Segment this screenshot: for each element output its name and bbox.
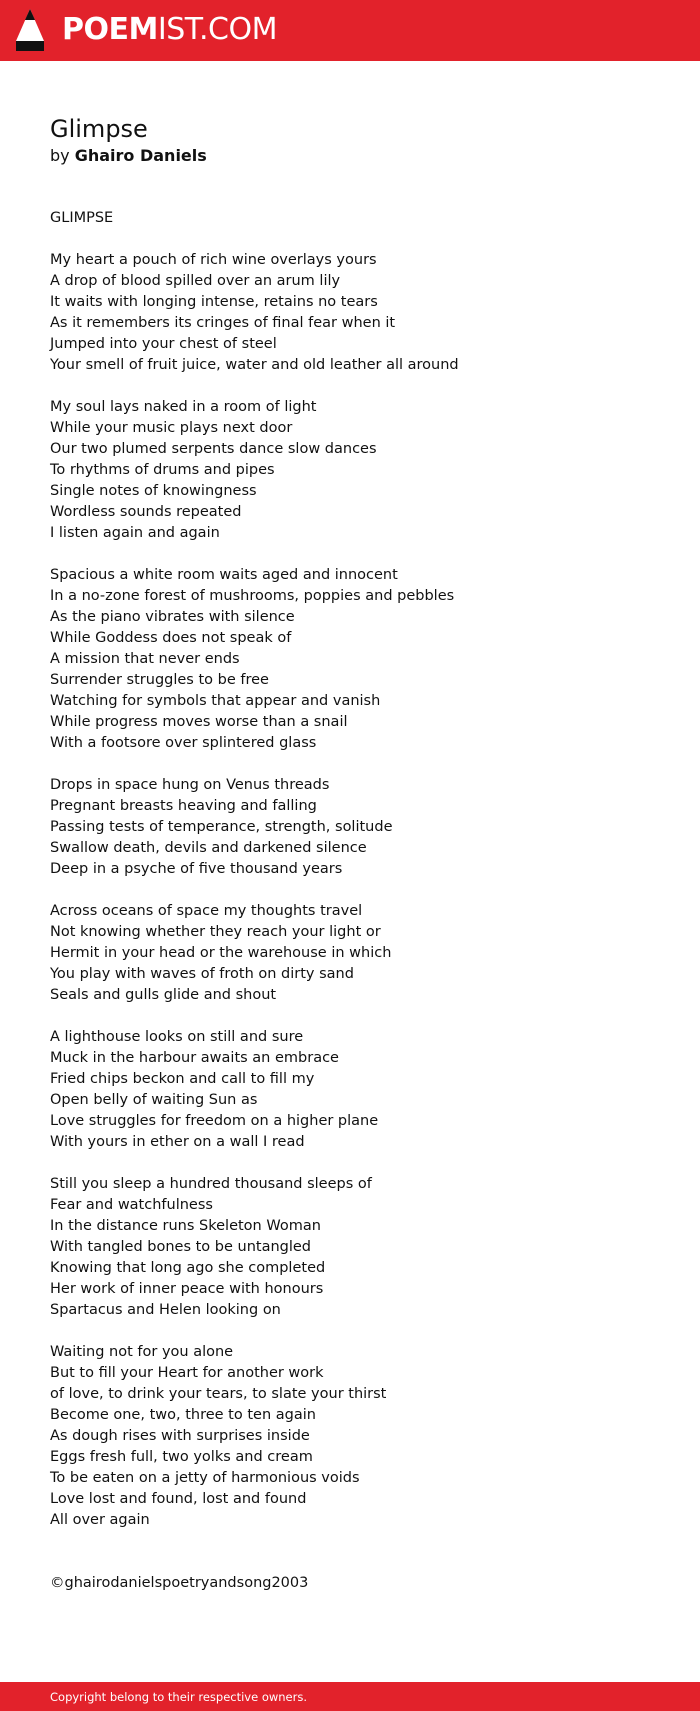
poem-line: Open belly of waiting Sun as [50, 1092, 258, 1108]
poem-line: Swallow death, devils and darkened silence [50, 840, 367, 856]
poem-line: While Goddess does not speak of [50, 630, 292, 646]
poem-line: Her work of inner peace with honours [50, 1281, 324, 1297]
poem-stanza [50, 565, 670, 754]
poem-line: As dough rises with surprises inside [50, 1428, 310, 1444]
poem-line: To be eaten on a jetty of harmonious voids [50, 1470, 360, 1486]
poem-line: Spacious a white room waits aged and innocent [50, 567, 398, 583]
poem-line: A mission that never ends [50, 651, 240, 667]
poem-line: of love, to drink your tears, to slate your thirst [50, 1386, 387, 1402]
poem-line: Not knowing whether they reach your light or [50, 924, 381, 940]
poem-line: A lighthouse looks on still and sure [50, 1029, 304, 1045]
poem-line: Watching for symbols that appear and vanish [50, 693, 381, 709]
poem-line: With yours in ether on a wall I read [50, 1134, 305, 1150]
poem-line: As the piano vibrates with silence [50, 609, 295, 625]
logo-brand-bold: POEM [62, 12, 158, 47]
poem-line: Love struggles for freedom on a higher plane [50, 1113, 379, 1129]
poem-line: Pregnant breasts heaving and falling [50, 798, 317, 814]
site-header [0, 0, 700, 61]
poem-content [50, 113, 670, 1594]
poem-line: Knowing that long ago she completed [50, 1260, 326, 1276]
poem-stanza [50, 208, 670, 229]
poem-line: Muck in the harbour awaits an embrace [50, 1050, 339, 1066]
poem-stanza [50, 901, 670, 1006]
poem-line: While progress moves worse than a snail [50, 714, 348, 730]
poem-line: Passing tests of temperance, strength, solitude [50, 819, 393, 835]
poem-line: A drop of blood spilled over an arum lily [50, 273, 341, 289]
poem-title: Glimpse [50, 115, 148, 143]
poem-stanza [50, 1027, 670, 1153]
logo-brand-thin: IST.COM [157, 12, 277, 47]
poem-line: Our two plumed serpents dance slow dances [50, 441, 377, 457]
poem-line: To rhythms of drums and pipes [50, 462, 275, 478]
poem-line: All over again [50, 1512, 150, 1528]
site-logo[interactable] [62, 12, 277, 48]
poem-line: Become one, two, three to ten again [50, 1407, 316, 1423]
poem-line: With a footsore over splintered glass [50, 735, 317, 751]
poem-line: With tangled bones to be untangled [50, 1239, 312, 1255]
footer-copyright: Copyright belong to their respective owners. [50, 1690, 308, 1704]
poem-line: Seals and gulls glide and shout [50, 987, 277, 1003]
poem-line: In the distance runs Skeleton Woman [50, 1218, 321, 1234]
author-name[interactable]: Ghairo Daniels [74, 146, 207, 165]
poem-line: Fear and watchfulness [50, 1197, 213, 1213]
poem-line: Across oceans of space my thoughts travel [50, 903, 363, 919]
poem-line: You play with waves of froth on dirty sand [50, 966, 354, 982]
poem-line: Jumped into your chest of steel [50, 336, 277, 352]
poem-stanza [50, 1342, 670, 1531]
poem-stanza [50, 397, 670, 544]
poem-line: In a no-zone forest of mushrooms, poppies and pebbles [50, 588, 455, 604]
poem-line: GLIMPSE [50, 210, 114, 226]
poem-line: But to fill your Heart for another work [50, 1365, 324, 1381]
poem-copyright: ©ghairodanielspoetryandsong2003 [50, 1575, 309, 1591]
poem-line: Drops in space hung on Venus threads [50, 777, 330, 793]
poem-stanza [50, 1174, 670, 1321]
pencil-tip-icon [16, 9, 44, 51]
poem-line: Fried chips beckon and call to fill my [50, 1071, 315, 1087]
poem-line: Hermit in your head or the warehouse in which [50, 945, 392, 961]
poem-line: It waits with longing intense, retains no tears [50, 294, 378, 310]
poem-line: Love lost and found, lost and found [50, 1491, 307, 1507]
poem-line: Still you sleep a hundred thousand sleeps of [50, 1176, 372, 1192]
poem-line: Waiting not for you alone [50, 1344, 234, 1360]
poem-line: Your smell of fruit juice, water and old leather all around [50, 357, 459, 373]
poem-line: Spartacus and Helen looking on [50, 1302, 281, 1318]
poem-line: As it remembers its cringes of final fear when it [50, 315, 396, 331]
poem-line: Surrender struggles to be free [50, 672, 269, 688]
poem-line: I listen again and again [50, 525, 220, 541]
by-label: by [50, 146, 70, 165]
poem-line: Wordless sounds repeated [50, 504, 242, 520]
poem-stanza [50, 775, 670, 880]
poem-line: My soul lays naked in a room of light [50, 399, 317, 415]
poem-line: Eggs fresh full, two yolks and cream [50, 1449, 313, 1465]
site-footer [0, 1682, 700, 1711]
poem-line: Deep in a psyche of five thousand years [50, 861, 343, 877]
poem-body [50, 208, 670, 1531]
poem-line: While your music plays next door [50, 420, 293, 436]
poem-line: My heart a pouch of rich wine overlays yours [50, 252, 377, 268]
poem-stanza [50, 250, 670, 376]
poem-line: Single notes of knowingness [50, 483, 257, 499]
poem-byline [50, 145, 670, 167]
